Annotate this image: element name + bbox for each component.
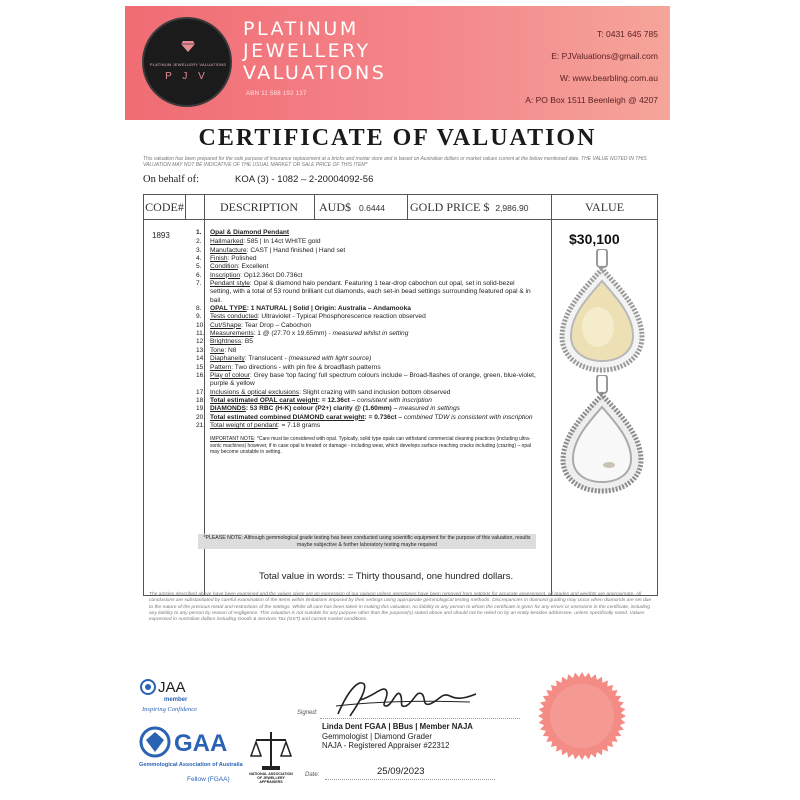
legal-disclaimer: The articles described above have been examined and the values given are an expression of our opinion unless gemstones have been removed from settings for accurate assessment, all grades and weights are approximate. All conclusions are substantiated by careful examination of the items within limitations imposed by their settings using appropriate gemmological testing methods. Discrepancies in diamond grading may occur when diamonds are set due to the nature of the precious metal and restrictions of the settings. Whilst all care has been taken in making this valuation, no liability to any person to whom the certificate is given for any errors or omissions in the certificate, including any liability to any person by reason of negligence. This valuation is not suitable for any purpose other than the purpose(s) stated above and should not be relied on by an entity besides addressee, unless specifically noted. Values expressed in Australian dollars including Goods & Services Tax (GST) and current market conditions. [149, 592, 652, 623]
line-text: : Excellent [237, 263, 269, 271]
description-line [196, 355, 536, 363]
line-text: : 1 @ (27.70 x 19.65mm) [253, 330, 327, 338]
valuation-date: 25/09/2023 [377, 766, 425, 777]
description-line [196, 313, 536, 321]
description-line [196, 372, 536, 389]
signed-label: Signed: [297, 710, 318, 716]
line-label: Total weight of pendant [210, 421, 278, 429]
pendant-front-image [554, 249, 650, 374]
jaa-tagline: Inspiring Confidence [142, 706, 198, 713]
line-text: : 1 NATURAL | Solid | Origin: Australia – Andamooka [246, 305, 411, 313]
jaa-member-text: member [164, 697, 188, 703]
line-number: 1. [196, 229, 202, 236]
line-number: 2. [196, 238, 202, 246]
line-label: Condition [210, 263, 238, 271]
line-number: 18. [196, 396, 206, 404]
line-label: Brightness [210, 338, 242, 346]
brand-line: PLATINUM [243, 18, 359, 40]
line-label: Pendant style [210, 280, 250, 288]
diamond-icon [181, 41, 195, 52]
disclaimer-text: This valuation has been prepared for the sole purpose of insurance replacement at a bricks and mortar store and is based on Australian dollars or market values current at the below mentioned date. THE VALUE NOTED IN THIS VALUATION MAY NOT BE INDICATIVE OF THE USUAL MARKET OR SALE PRICE OF THIS ITEM* [143, 156, 647, 168]
line-label: Inscription [210, 271, 241, 279]
description-line [196, 247, 536, 255]
line-number: 4. [196, 255, 202, 263]
line-text: : Polished [227, 255, 257, 263]
gaa-name: Gemmological Association of Australia [139, 762, 243, 768]
line-number: 6. [196, 271, 202, 279]
header-description: DESCRIPTION [204, 195, 314, 220]
line-number: 7. [196, 280, 202, 288]
line-label: Total estimated combined DIAMOND carat weight [210, 413, 365, 421]
aud-value: 0.6444 [359, 203, 385, 213]
line-text: : Slight crazing with sand inclusion bottom observed [299, 388, 451, 396]
line-number: 11. [196, 330, 205, 338]
line-text: : = 12.36ct [317, 396, 350, 404]
line-text: : Two directions - with pin fire & broadflash patterns [231, 363, 381, 371]
header-value: VALUE [584, 200, 625, 214]
line-text: : = 7.18 grams [277, 421, 321, 429]
signer-details [322, 722, 473, 751]
line-number: 17. [196, 388, 206, 396]
line-text: : Opal & diamond halo pendant. Featuring 1 tear-drop cabochon cut opal, set in solid-bezel setting, with a total of 53 round brilliant cut diamonds, each set-in bead settings surrounding featured opal & in bail. [210, 280, 531, 304]
description-line [196, 238, 536, 246]
line-text: : Tear Drop – Cabochon [241, 321, 312, 329]
embossed-seal [537, 671, 627, 761]
gaa-text: GAA [174, 730, 228, 757]
line-number: 21. [196, 421, 206, 429]
line-label: Cut/Shape [210, 321, 242, 329]
line-label: Tests conducted [210, 313, 258, 321]
line-number: 16. [196, 371, 206, 379]
please-note: *PLEASE NOTE: Although gemmological grade testing has been conducted using scientific equipment for the purpose of this valuation, results maybe subjective & further laboratory testing maybe required [198, 534, 536, 549]
line-text: : Ultraviolet - Typical Phosphorescence reaction observed [257, 313, 426, 321]
certificate-title: CERTIFICATE OF VALUATION [198, 125, 597, 151]
line-note: – combined TDW is consistent with inscription [396, 413, 533, 421]
description-line [196, 422, 536, 430]
naja-logo [248, 728, 294, 786]
signature-line [320, 718, 520, 719]
important-note [196, 436, 536, 455]
important-text: : *Care must be considered with opal. Typically, solid type opals can withstand commercial cleaning practices (including ultra-sonic machines) however, if in case opal is treated or damage - including wear, which develops surface reaching cracks including (crazing) – opal may become unstable in setting. [210, 436, 531, 455]
description-line [196, 397, 536, 405]
logo-monogram: P J V [165, 71, 209, 82]
line-number: 5. [196, 263, 202, 271]
header-banner [125, 6, 670, 120]
address-text: A: PO Box 1511 Beenleigh @ 4207 [525, 95, 658, 105]
line-number: 19. [196, 405, 206, 413]
abn-number: ABN 11 588 192 137 [246, 91, 307, 97]
item-code: 1893 [152, 231, 170, 240]
line-text: : Translucent [244, 355, 283, 363]
line-number: 20. [196, 413, 206, 421]
description-line [196, 405, 536, 413]
item-value: $30,100 [569, 231, 620, 247]
line-note: - (measured with light source) [282, 355, 372, 363]
line-number: 9. [196, 313, 202, 321]
line-text: : N8 [224, 346, 237, 354]
on-behalf-of [143, 174, 374, 185]
description-line [196, 305, 536, 313]
description-line [196, 322, 536, 330]
line-text: : Op12.36ct D0.736ct [240, 271, 303, 279]
brand-line: JEWELLERY [243, 40, 371, 62]
phone-text: T: 0431 645 785 [597, 29, 658, 39]
line-label: Play of colour [210, 371, 250, 379]
description-line [196, 330, 536, 338]
line-label: Inclusions & optical exclusions [210, 388, 300, 396]
signature [330, 676, 480, 720]
date-line [325, 779, 495, 780]
line-text: : B5 [241, 338, 253, 346]
line-label: Pattern [210, 363, 232, 371]
pjv-logo [142, 17, 232, 107]
behalf-label: On behalf of: [143, 174, 199, 185]
line-number: 14. [196, 355, 206, 363]
column-divider [551, 195, 552, 595]
pendant-back-image [557, 375, 647, 495]
line-label: Diaphaneity [210, 355, 245, 363]
description-line [196, 263, 536, 271]
signer-name: Linda Dent FGAA | BBus | Member NAJA [322, 722, 473, 731]
gaa-logo [139, 722, 249, 782]
total-value-words: Total value in words: = Thirty thousand, one hundred dollars. [259, 571, 514, 582]
line-label: Hallmarked [210, 238, 244, 246]
line-text: : CAST | Hand finished | Hand set [246, 246, 346, 254]
line-number: 12. [196, 338, 206, 346]
naja-text: NATIONAL ASSOCIATION OF JEWELLERY APPRAISERS [249, 772, 293, 784]
certificate-page [125, 6, 670, 794]
line-label: Opal & Diamond Pendant [210, 229, 290, 236]
line-number: 10. [196, 321, 206, 329]
signer-registration: NAJA - Registered Appraiser #22312 [322, 741, 450, 750]
line-note: – consistent with inscription [349, 396, 432, 404]
email-link[interactable]: E: PJValuations@gmail.com [551, 51, 658, 61]
line-label: Measurements [210, 330, 254, 338]
date-label: Date: [305, 772, 320, 778]
line-text: : = 0.736ct [364, 413, 397, 421]
description-line [196, 364, 536, 372]
line-label: Total estimated OPAL carat weight [210, 396, 318, 404]
logo-small-text: PLATINUM JEWELLERY VALUATIONS [149, 62, 227, 67]
gold-label: GOLD PRICE $ [410, 200, 490, 214]
brand-line: VALUATIONS [243, 62, 387, 84]
line-text: : 585 | In 14ct WHITE gold [243, 238, 321, 246]
line-label: Manufacture [210, 246, 247, 254]
website-link[interactable]: W: www.bearbling.com.au [559, 73, 658, 83]
jaa-text: JAA [158, 679, 186, 696]
description-line [196, 229, 536, 237]
line-text: : 53 RBC (H-K) colour (P2+) clarity @ (1.60mm) [245, 405, 392, 413]
aud-label: AUD$ [319, 200, 351, 214]
jaa-member-logo [140, 678, 220, 714]
line-text: : Grey base 'top facing' full spectrum colours include – Broad-flashes of orange, green, blue-violet, purple & yellow [210, 371, 536, 388]
brand-name [243, 18, 386, 84]
item-description-list [196, 229, 536, 455]
reference-number: KOA (3) - 1082 – 2-20004092-56 [235, 174, 374, 185]
contact-block [525, 29, 658, 117]
description-line [196, 389, 536, 397]
description-line [196, 338, 536, 346]
valuation-table [143, 194, 658, 596]
column-divider [185, 195, 186, 219]
important-label: IMPORTANT NOTE [210, 436, 255, 443]
description-line [196, 414, 536, 422]
line-number: 3. [196, 246, 202, 254]
line-label: Finish [210, 255, 228, 263]
line-label: Tone [210, 346, 225, 354]
description-line [196, 280, 536, 305]
line-label: DIAMONDS [210, 405, 246, 413]
line-note: - measured whilst in setting [326, 330, 409, 338]
gaa-fellow: Fellow (FGAA) [187, 776, 230, 783]
line-number: 13. [196, 346, 206, 354]
column-divider [314, 195, 315, 219]
header-code: CODE# [144, 195, 185, 220]
gold-value: 2,986.90 [495, 203, 529, 213]
line-note: – measured in settings [391, 405, 460, 413]
description-line [196, 255, 536, 263]
description-line [196, 347, 536, 355]
line-number: 15. [196, 363, 206, 371]
line-number: 8. [196, 305, 202, 313]
line-label: OPAL TYPE [210, 305, 247, 313]
description-line [196, 272, 536, 280]
signer-role: Gemmologist | Diamond Grader [322, 731, 432, 741]
